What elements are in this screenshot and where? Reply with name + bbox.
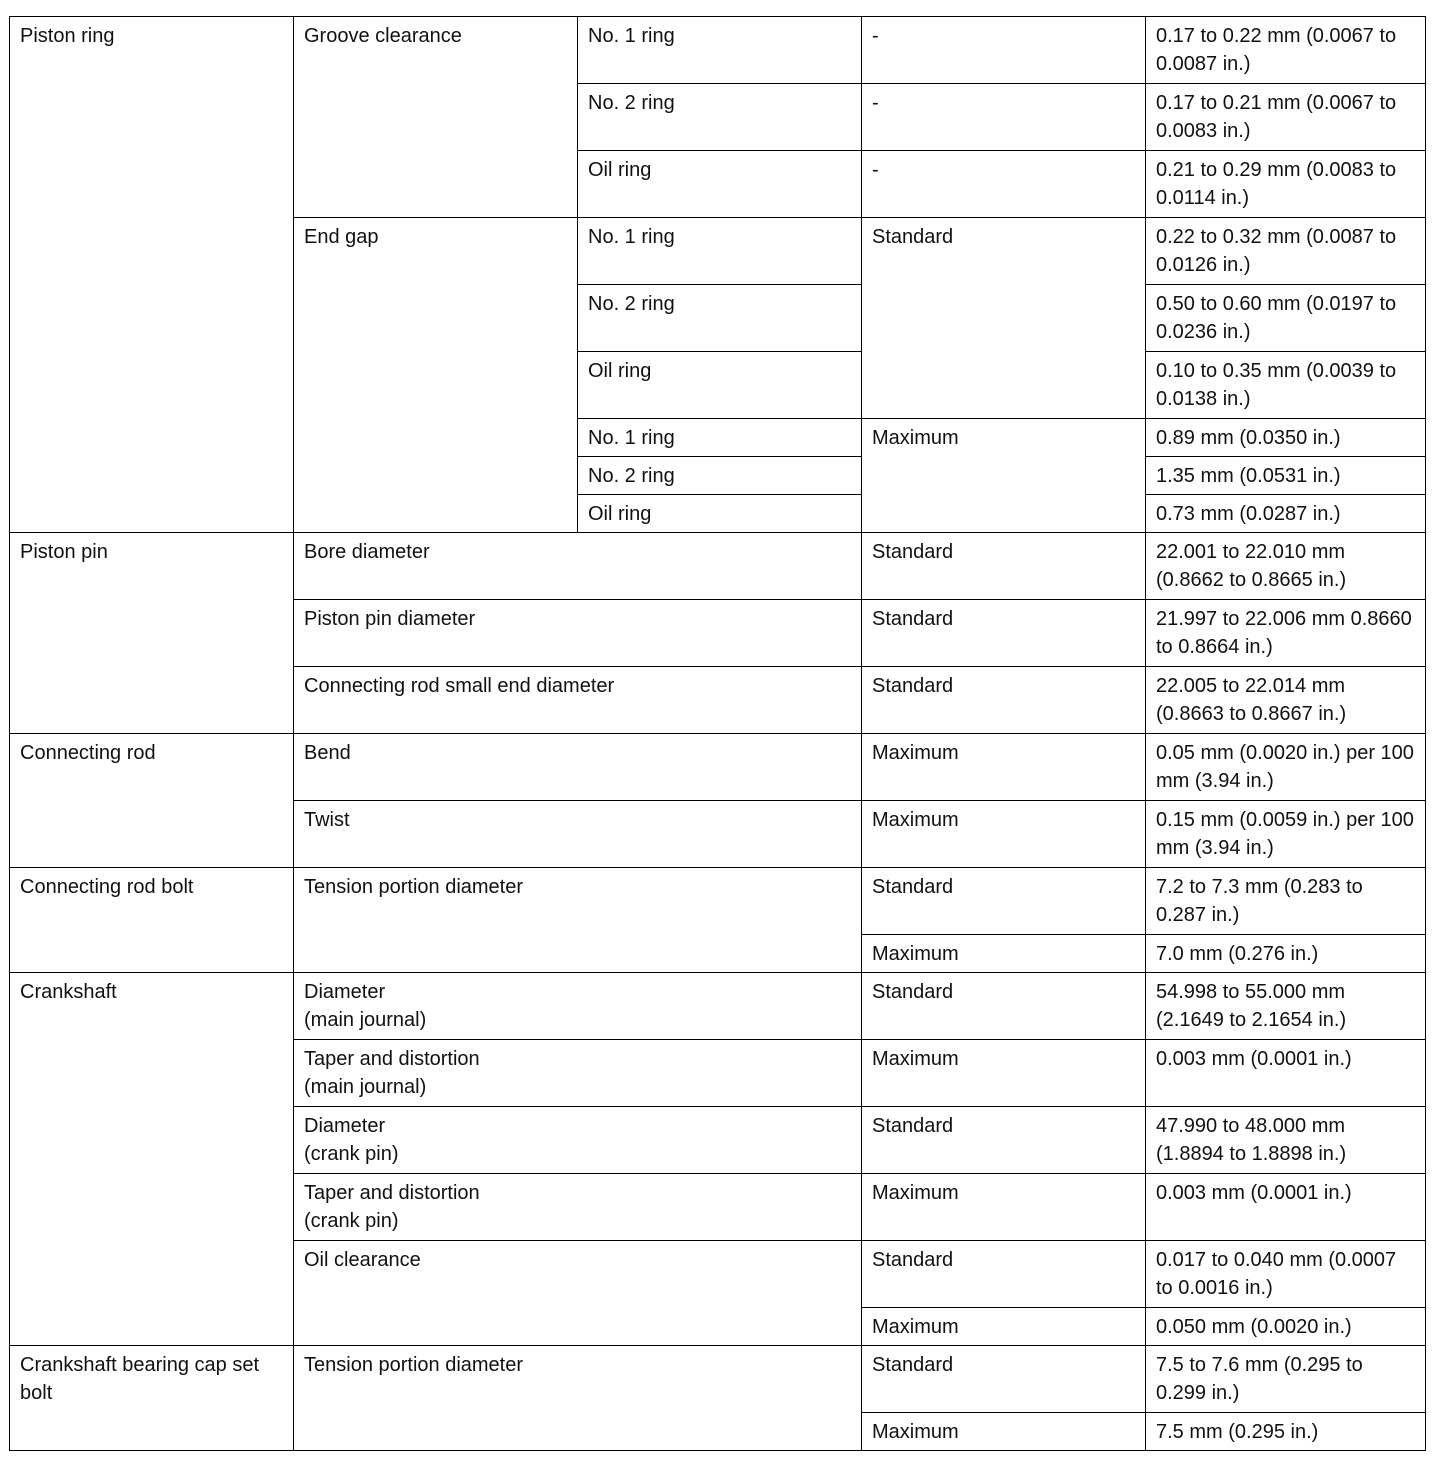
condition-cell: Standard (862, 533, 1146, 600)
value-cell: 0.10 to 0.35 mm (0.0039 to 0.0138 in.) (1146, 352, 1426, 419)
ring-label: No. 1 ring (578, 419, 862, 457)
value-cell: 0.17 to 0.22 mm (0.0067 to 0.0087 in.) (1146, 17, 1426, 84)
section-crankshaft-bearing-cap-set-bolt: Crankshaft bearing cap set bolt (10, 1346, 294, 1451)
condition-cell: Standard (862, 1346, 1146, 1413)
value-cell: 54.998 to 55.000 mm (2.1649 to 2.1654 in.) (1146, 973, 1426, 1040)
specification-table (9, 16, 1426, 1451)
condition-cell: Standard (862, 218, 1146, 419)
condition-cell: Maximum (862, 801, 1146, 868)
item-label: Taper and distortion (main journal) (294, 1040, 862, 1107)
value-cell: 7.2 to 7.3 mm (0.283 to 0.287 in.) (1146, 868, 1426, 935)
value-cell: 7.5 mm (0.295 in.) (1146, 1413, 1426, 1451)
value-cell: 0.89 mm (0.0350 in.) (1146, 419, 1426, 457)
item-oil-clearance: Oil clearance (294, 1241, 862, 1346)
item-label: Taper and distortion (crank pin) (294, 1174, 862, 1241)
section-connecting-rod: Connecting rod (10, 734, 294, 868)
section-piston-pin: Piston pin (10, 533, 294, 734)
table-row (10, 868, 1426, 935)
value-cell: 47.990 to 48.000 mm (1.8894 to 1.8898 in.) (1146, 1107, 1426, 1174)
value-cell: 0.050 mm (0.0020 in.) (1146, 1308, 1426, 1346)
condition-cell: Maximum (862, 734, 1146, 801)
condition-cell: Standard (862, 868, 1146, 935)
value-cell: 1.35 mm (0.0531 in.) (1146, 457, 1426, 495)
ring-label: No. 1 ring (578, 17, 862, 84)
value-cell: 0.05 mm (0.0020 in.) per 100 mm (3.94 in.) (1146, 734, 1426, 801)
value-cell: 0.50 to 0.60 mm (0.0197 to 0.0236 in.) (1146, 285, 1426, 352)
condition-cell: - (862, 84, 1146, 151)
value-cell: 0.73 mm (0.0287 in.) (1146, 495, 1426, 533)
value-cell: 0.22 to 0.32 mm (0.0087 to 0.0126 in.) (1146, 218, 1426, 285)
value-cell: 0.17 to 0.21 mm (0.0067 to 0.0083 in.) (1146, 84, 1426, 151)
ring-label: No. 1 ring (578, 218, 862, 285)
ring-label: No. 2 ring (578, 285, 862, 352)
value-cell: 22.005 to 22.014 mm (0.8663 to 0.8667 in.) (1146, 667, 1426, 734)
value-cell: 22.001 to 22.010 mm (0.8662 to 0.8665 in.) (1146, 533, 1426, 600)
ring-label: No. 2 ring (578, 84, 862, 151)
item-label: Piston pin diameter (294, 600, 862, 667)
condition-cell: Maximum (862, 1040, 1146, 1107)
item-label: Bore diameter (294, 533, 862, 600)
condition-cell: Maximum (862, 1413, 1146, 1451)
value-cell: 7.0 mm (0.276 in.) (1146, 935, 1426, 973)
item-label: Bend (294, 734, 862, 801)
value-cell: 7.5 to 7.6 mm (0.295 to 0.299 in.) (1146, 1346, 1426, 1413)
item-label: Diameter (crank pin) (294, 1107, 862, 1174)
ring-label: Oil ring (578, 151, 862, 218)
value-cell: 21.997 to 22.006 mm 0.8660 to 0.8664 in.) (1146, 600, 1426, 667)
condition-cell: - (862, 151, 1146, 218)
value-cell: 0.003 mm (0.0001 in.) (1146, 1040, 1426, 1107)
section-crankshaft: Crankshaft (10, 973, 294, 1346)
item-label: Tension portion diameter (294, 1346, 862, 1451)
condition-cell: Standard (862, 973, 1146, 1040)
condition-cell: Standard (862, 600, 1146, 667)
condition-cell: Maximum (862, 419, 1146, 533)
ring-label: Oil ring (578, 495, 862, 533)
condition-cell: Maximum (862, 1308, 1146, 1346)
condition-cell: - (862, 17, 1146, 84)
value-cell: 0.21 to 0.29 mm (0.0083 to 0.0114 in.) (1146, 151, 1426, 218)
condition-cell: Standard (862, 667, 1146, 734)
condition-cell: Maximum (862, 935, 1146, 973)
condition-cell: Standard (862, 1241, 1146, 1308)
value-cell: 0.017 to 0.040 mm (0.0007 to 0.0016 in.) (1146, 1241, 1426, 1308)
section-piston-ring: Piston ring (10, 17, 294, 533)
table-row (10, 734, 1426, 801)
section-connecting-rod-bolt: Connecting rod bolt (10, 868, 294, 973)
condition-cell: Standard (862, 1107, 1146, 1174)
item-label: Tension portion diameter (294, 868, 862, 973)
item-end-gap: End gap (294, 218, 578, 533)
table-row (10, 973, 1426, 1040)
condition-cell: Maximum (862, 1174, 1146, 1241)
ring-label: No. 2 ring (578, 457, 862, 495)
item-groove-clearance: Groove clearance (294, 17, 578, 218)
item-label: Connecting rod small end diameter (294, 667, 862, 734)
item-label: Twist (294, 801, 862, 868)
table-row (10, 17, 1426, 84)
table-row (10, 533, 1426, 600)
ring-label: Oil ring (578, 352, 862, 419)
item-label: Diameter (main journal) (294, 973, 862, 1040)
value-cell: 0.003 mm (0.0001 in.) (1146, 1174, 1426, 1241)
table-row (10, 1346, 1426, 1413)
value-cell: 0.15 mm (0.0059 in.) per 100 mm (3.94 in.) (1146, 801, 1426, 868)
